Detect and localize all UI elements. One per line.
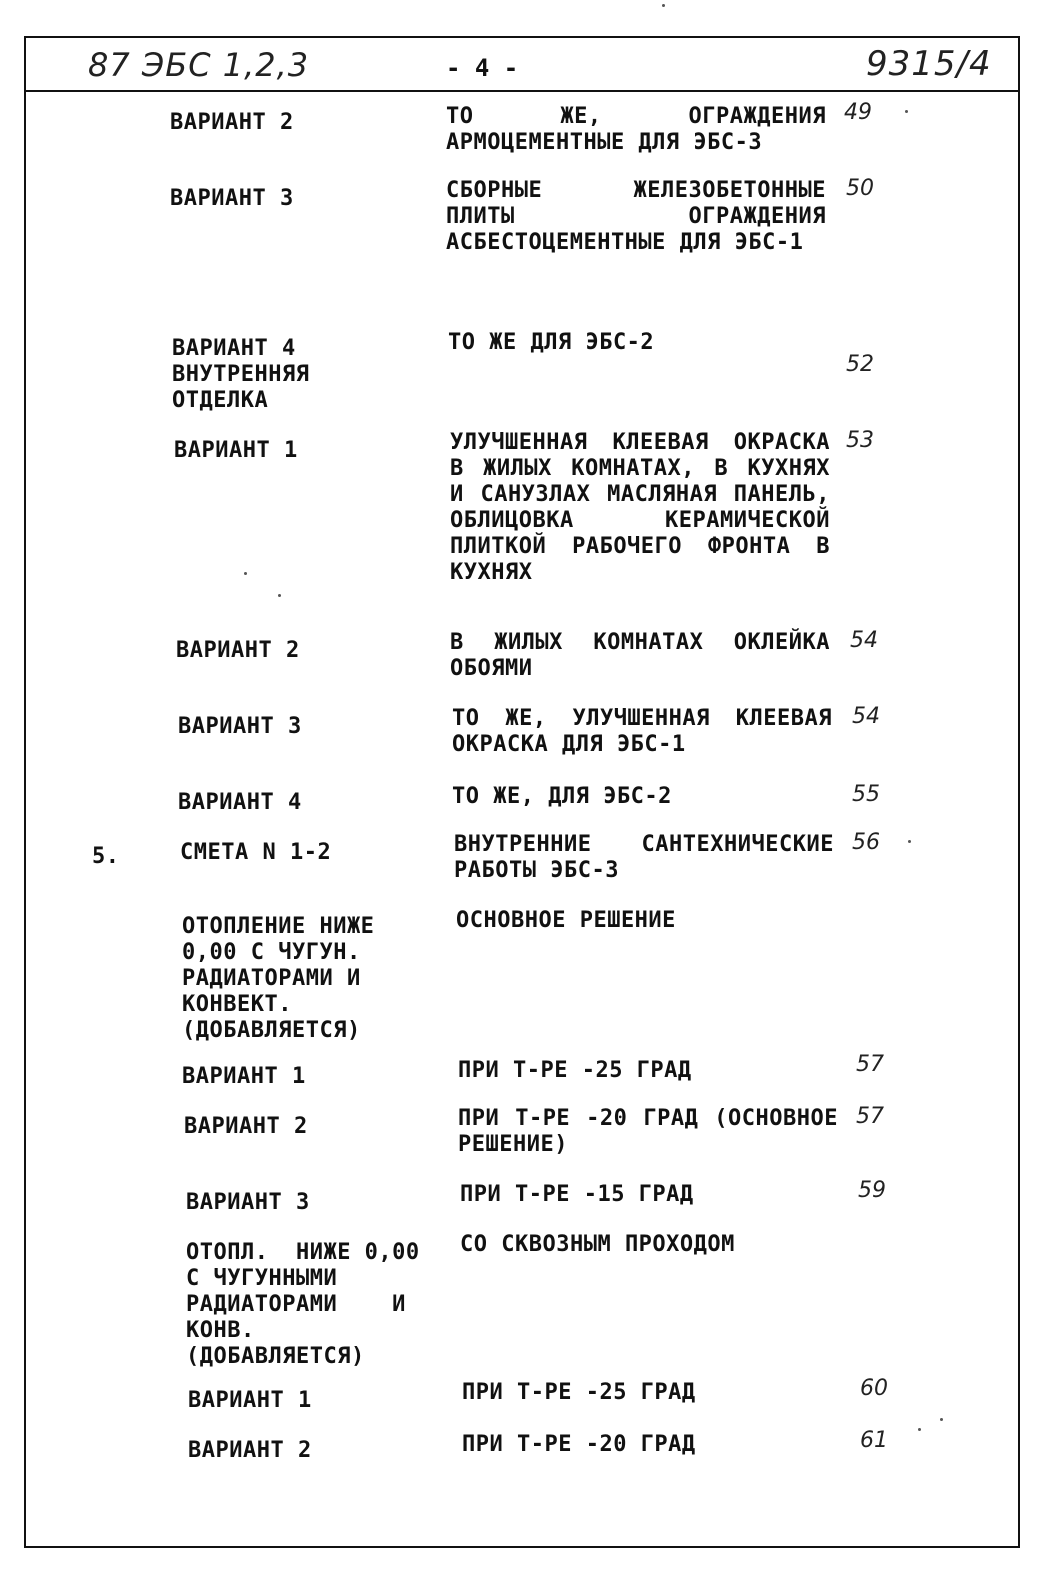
entry-page-number: 54 xyxy=(850,628,878,653)
entry-description: ТО ЖЕ, УЛУЧШЕННАЯ КЛЕЕВАЯ ОКРАСКА ДЛЯ ЭБС-1 xyxy=(452,706,832,757)
entry-page-number: 49 xyxy=(844,100,872,125)
entry-page-number: 54 xyxy=(852,704,880,729)
speck xyxy=(905,110,908,113)
entry-label: СМЕТА N 1-2 xyxy=(180,840,332,865)
entry-page-number: 61 xyxy=(860,1428,888,1453)
entry-description: В ЖИЛЫХ КОМНАТАХ ОКЛЕЙКА ОБОЯМИ xyxy=(450,630,830,681)
speck xyxy=(918,1428,921,1431)
entry-page-number: 60 xyxy=(860,1376,888,1401)
speck xyxy=(278,594,281,597)
speck xyxy=(662,4,665,7)
entry-label: ВАРИАНТ 2 xyxy=(188,1438,312,1463)
header-divider xyxy=(24,90,1020,92)
entry-index: 5. xyxy=(92,844,120,869)
entry-description: СО СКВОЗНЫМ ПРОХОДОМ xyxy=(460,1232,735,1257)
entry-label: ВАРИАНТ 3 xyxy=(170,186,294,211)
document-code: 87 ЭБС 1,2,3 xyxy=(88,46,310,84)
entry-label: ОТОПЛ. НИЖЕ 0,00 С ЧУГУННЫМИ РАДИАТОРАМИ И КОНВ. (ДОБАВЛЯЕТСЯ) xyxy=(186,1240,420,1369)
page-number: - 4 - xyxy=(446,54,519,82)
entry-label: ВАРИАНТ 2 xyxy=(170,110,294,135)
entry-label: ВАРИАНТ 4 xyxy=(178,790,302,815)
entry-description: УЛУЧШЕННАЯ КЛЕЕВАЯ ОКРАСКА В ЖИЛЫХ КОМНАТАХ, В КУХНЯХ И САНУЗЛАХ МАСЛЯНАЯ ПАНЕЛЬ, ОБЛИЦОВКА КЕРАМИЧЕСКОЙ ПЛИТКОЙ РАБОЧЕГО ФРОНТА В КУХНЯХ xyxy=(450,430,830,585)
entry-description: ТО ЖЕ, ОГРАЖДЕНИЯ АРМОЦЕМЕНТНЫЕ ДЛЯ ЭБС-3 xyxy=(446,104,826,155)
entry-description: ТО ЖЕ ДЛЯ ЭБС-2 xyxy=(448,330,655,355)
entry-description: ОСНОВНОЕ РЕШЕНИЕ xyxy=(456,908,676,933)
entry-description: ТО ЖЕ, ДЛЯ ЭБС-2 xyxy=(452,784,672,809)
entry-label: ВАРИАНТ 3 xyxy=(186,1190,310,1215)
entry-description: ПРИ Т-РЕ -20 ГРАД xyxy=(462,1432,696,1457)
entry-label: ОТОПЛЕНИЕ НИЖЕ 0,00 С ЧУГУН. РАДИАТОРАМИ И КОНВЕКТ. (ДОБАВЛЯЕТСЯ) xyxy=(182,914,375,1043)
entry-page-number: 55 xyxy=(852,782,880,807)
entry-description: ПРИ Т-РЕ -25 ГРАД xyxy=(462,1380,696,1405)
entry-page-number: 59 xyxy=(858,1178,886,1203)
speck xyxy=(940,1418,943,1421)
entry-page-number: 57 xyxy=(856,1052,884,1077)
entry-description: ПРИ Т-РЕ -20 ГРАД (ОСНОВНОЕ РЕШЕНИЕ) xyxy=(458,1106,838,1157)
speck xyxy=(908,840,911,843)
entry-page-number: 50 xyxy=(846,176,874,201)
entry-label: ВАРИАНТ 2 xyxy=(184,1114,308,1139)
entry-label: ВАРИАНТ 1 xyxy=(174,438,298,463)
entry-label: ВАРИАНТ 1 xyxy=(188,1388,312,1413)
entry-label: ВАРИАНТ 3 xyxy=(178,714,302,739)
entry-page-number: 57 xyxy=(856,1104,884,1129)
entry-page-number: 53 xyxy=(846,428,874,453)
entry-label: ВАРИАНТ 4 ВНУТРЕННЯЯ ОТДЕЛКА xyxy=(172,336,310,413)
entry-label: ВАРИАНТ 1 xyxy=(182,1064,306,1089)
entry-description: ПРИ Т-РЕ -25 ГРАД xyxy=(458,1058,692,1083)
document-number: 9315/4 xyxy=(866,44,992,84)
entry-description: ВНУТРЕННИЕ САНТЕХНИЧЕСКИЕ РАБОТЫ ЭБС-3 xyxy=(454,832,834,883)
entry-page-number: 52 xyxy=(846,352,874,377)
entry-description: СБОРНЫЕ ЖЕЛЕЗОБЕТОННЫЕ ПЛИТЫ ОГРАЖДЕНИЯ АСБЕСТОЦЕМЕНТНЫЕ ДЛЯ ЭБС-1 xyxy=(446,178,826,255)
speck xyxy=(244,572,247,575)
entry-label: ВАРИАНТ 2 xyxy=(176,638,300,663)
entry-page-number: 56 xyxy=(852,830,880,855)
entry-description: ПРИ Т-РЕ -15 ГРАД xyxy=(460,1182,694,1207)
